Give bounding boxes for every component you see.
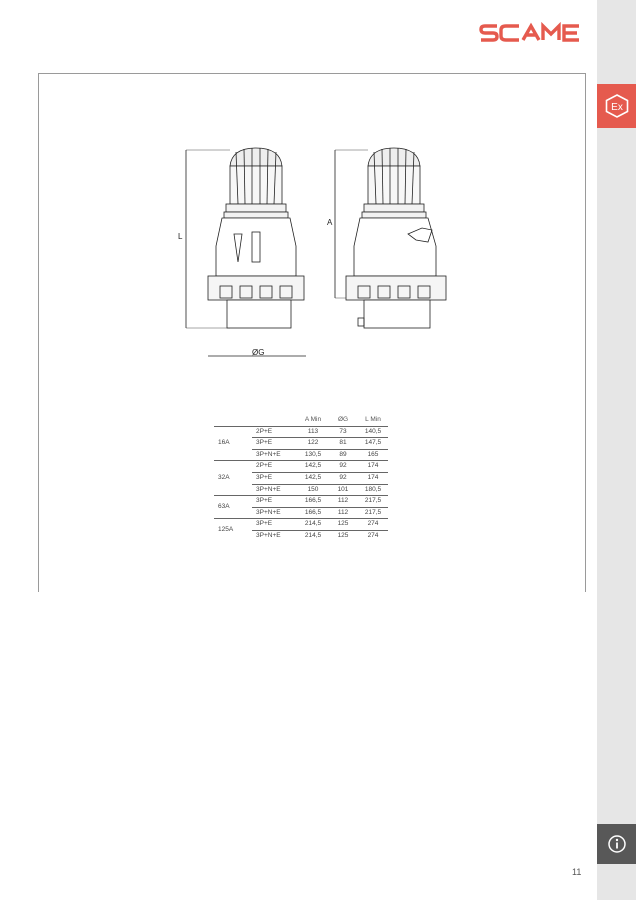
config-cell: 3P+E bbox=[252, 472, 298, 484]
a-min-cell: 214,5 bbox=[298, 530, 328, 541]
config-cell: 3P+N+E bbox=[252, 449, 298, 461]
table-row bbox=[214, 426, 388, 438]
config-cell: 3P+E bbox=[252, 496, 298, 508]
l-min-cell: 140,5 bbox=[358, 426, 388, 438]
plug-technical-drawing bbox=[170, 138, 450, 360]
scame-logo bbox=[478, 20, 586, 46]
rating-cell: 16A bbox=[214, 426, 252, 461]
diameter-g-cell: 92 bbox=[328, 472, 358, 484]
table-header-row bbox=[214, 415, 388, 426]
config-cell: 2P+E bbox=[252, 426, 298, 438]
diameter-g-cell: 92 bbox=[328, 461, 358, 473]
table-header: ØG bbox=[337, 416, 349, 423]
a-min-cell: 150 bbox=[298, 484, 328, 496]
l-min-cell: 147,5 bbox=[358, 438, 388, 450]
table-header: A Min bbox=[304, 416, 322, 423]
info-icon bbox=[607, 834, 627, 854]
l-min-cell: 274 bbox=[358, 530, 388, 541]
diameter-g-cell: 81 bbox=[328, 438, 358, 450]
dimension-label-diameter: ØG bbox=[252, 348, 265, 357]
config-cell: 3P+N+E bbox=[252, 484, 298, 496]
table-row bbox=[214, 519, 388, 531]
dimensions-table bbox=[214, 415, 388, 542]
a-min-cell: 166,5 bbox=[298, 496, 328, 508]
rating-cell: 63A bbox=[214, 496, 252, 519]
diameter-g-cell: 89 bbox=[328, 449, 358, 461]
config-cell: 3P+N+E bbox=[252, 507, 298, 519]
table-header bbox=[214, 415, 252, 426]
ex-tab[interactable] bbox=[597, 84, 636, 128]
l-min-cell: 180,5 bbox=[358, 484, 388, 496]
config-cell: 3P+E bbox=[252, 438, 298, 450]
info-tab[interactable] bbox=[597, 824, 636, 864]
dimension-label-l: L bbox=[178, 232, 183, 241]
config-cell: 3P+E bbox=[252, 519, 298, 531]
config-cell: 3P+N+E bbox=[252, 530, 298, 541]
diameter-g-cell: 112 bbox=[328, 496, 358, 508]
page-number: 11 bbox=[572, 867, 582, 877]
a-min-cell: 122 bbox=[298, 438, 328, 450]
a-min-cell: 142,5 bbox=[298, 461, 328, 473]
l-min-cell: 165 bbox=[358, 449, 388, 461]
a-min-cell: 130,5 bbox=[298, 449, 328, 461]
table-header bbox=[252, 415, 298, 426]
diameter-g-cell: 125 bbox=[328, 519, 358, 531]
config-cell: 2P+E bbox=[252, 461, 298, 473]
l-min-cell: 174 bbox=[358, 461, 388, 473]
rating-cell: 32A bbox=[214, 461, 252, 496]
l-min-cell: 274 bbox=[358, 519, 388, 531]
a-min-cell: 214,5 bbox=[298, 519, 328, 531]
diameter-g-cell: 73 bbox=[328, 426, 358, 438]
dimension-label-a: A bbox=[327, 218, 333, 227]
rating-cell: 125A bbox=[214, 519, 252, 542]
a-min-cell: 113 bbox=[298, 426, 328, 438]
diameter-g-cell: 112 bbox=[328, 507, 358, 519]
table-header: L Min bbox=[365, 416, 381, 423]
table-row bbox=[214, 461, 388, 473]
ex-explosion-proof-icon bbox=[604, 93, 630, 119]
a-min-cell: 142,5 bbox=[298, 472, 328, 484]
l-min-cell: 174 bbox=[358, 472, 388, 484]
a-min-cell: 166,5 bbox=[298, 507, 328, 519]
diameter-g-cell: 101 bbox=[328, 484, 358, 496]
l-min-cell: 217,5 bbox=[358, 496, 388, 508]
l-min-cell: 217,5 bbox=[358, 507, 388, 519]
diameter-g-cell: 125 bbox=[328, 530, 358, 541]
table-row bbox=[214, 496, 388, 508]
side-strip bbox=[597, 0, 636, 900]
ex-tab-label: Ex bbox=[610, 102, 623, 113]
